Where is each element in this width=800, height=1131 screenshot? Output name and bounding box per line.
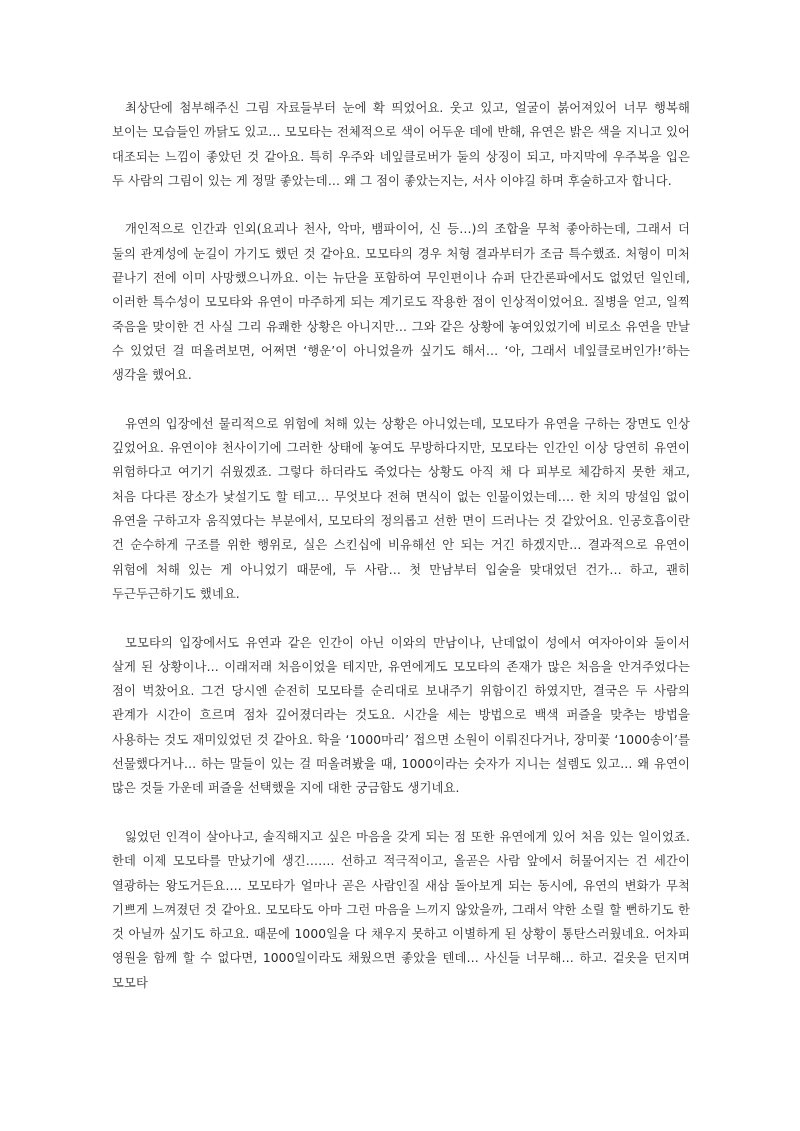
paragraph: 유연의 입장에선 물리적으로 위험에 처해 있는 상황은 아니었는데, 모모타가 유연을 구하는 장면도 인상 깊었어요. 유연이야 천사이기에 그러한 상태에 놓여도 무방하다지만, 모모타는 인간인 이상 당연히 유연이 위험하다고 여기기 쉬웠겠죠. 그렇다 하더라도 죽었다는 상황도 아직 채 다 피부로 체감하지 못한 채고, 처음 다다른 장소가 낯설기도 할 테고… 무엇보다 전혀 면식이 없는 인물이었는데…. 한 치의 망설임 없이 유연을 구하고자 움직였다는 부분에서, 모모타의 정의롭고 선한 면이 드러나는 것 같았어요. 인공호흡이란 건 순수하게 구조를 위한 행위로, 실은 스킨십에 비유해선 안 되는 거긴 하겠지만… 결과적으로 유연이 위험에 처해 있는 게 아니었기 때문에, 두 사람… 첫 만남부터 입술을 맞대었던 건가… 하고, 괜히 두근두근하기도 했네요. xyxy=(112,416,690,601)
document-page xyxy=(112,96,690,1019)
paragraph: 개인적으로 인간과 인외(요괴나 천사, 악마, 뱀파이어, 신 등…)의 조합을 무척 좋아하는데, 그래서 더 둘의 관계성에 눈길이 가기도 했던 것 같아요. 모모타의 경우 처형 결과부터가 조금 특수했죠. 처형이 미처 끝나기 전에 이미 사망했으니까요. 이는 뉴단을 포함하여 무인편이나 슈퍼 단간론파에서도 없었던 일인데, 이러한 특수성이 모모타와 유연이 마주하게 되는 계기로도 작용한 점이 인상적이었어요. 질병을 얻고, 일찍 죽음을 맞이한 건 사실 그리 유쾌한 상황은 아니지만… 그와 같은 상황에 놓여있었기에 비로소 유연을 만날 수 있었던 걸 떠올려보면, 어쩌면 ‘행운’이 아니었을까 싶기도 해서… ‘아, 그래서 네잎클로버인가!’하는 생각을 했어요. xyxy=(112,222,690,383)
paragraph: 모모타의 입장에서도 유연과 같은 인간이 아닌 이와의 만남이나, 난데없이 성에서 여자아이와 둘이서 살게 된 상황이나… 이래저래 처음이었을 테지만, 유연에게도 모모타의 존재가 많은 처음을 안겨주었다는 점이 벅찼어요. 그건 당시엔 순전히 모모타를 순리대로 보내주기 위함이긴 하였지만, 결국은 두 사람의 관계가 시간이 흐르며 점차 깊어졌더라는 것도요. 시간을 세는 방법으로 백색 퍼즐을 맞추는 방법을 사용하는 것도 재미있었던 것 같아요. 학을 ‘1000마리’ 접으면 소원이 이뤄진다거나, 장미꽃 ‘1000송이’를 선물했다거나… 하는 말들이 있는 걸 떠올려봤을 때, 1000이라는 숫자가 지니는 설렘도 있고… 왜 유연이 많은 것들 가운데 퍼즐을 선택했을 지에 대한 궁금함도 생기네요. xyxy=(112,635,690,796)
paragraph: 잃었던 인격이 살아나고, 솔직해지고 싶은 마음을 갖게 되는 점 또한 유연에게 있어 처음 있는 일이었죠. 한데 이제 모모타를 만났기에 생긴……. 선하고 적극적이고, 올곧은 사람 앞에서 허물어지는 건 세간이 열광하는 왕도거든요…. 모모타가 얼마나 곧은 사람인질 새삼 돌아보게 되는 동시에, 유연의 변화가 무척 기쁘게 느껴졌던 것 같아요. 모모타도 아마 그런 마음을 느끼지 않았을까, 그래서 약한 소릴 할 뻔하기도 한 것 아닐까 싶기도 하고요. 때문에 1000일을 다 채우지 못하고 이별하게 된 상황이 통탄스러웠네요. 어차피 영원을 함께 할 수 없다면, 1000일이라도 채웠으면 좋았을 텐데… 사신들 너무해… 하고. 겉옷을 던지며 모모타 xyxy=(112,829,690,990)
paragraph: 최상단에 첨부해주신 그림 자료들부터 눈에 확 띄었어요. 웃고 있고, 얼굴이 붉어져있어 너무 행복해 보이는 모습들인 까닭도 있고… 모모타는 전체적으로 색이 어두운 데에 반해, 유연은 밝은 색을 지니고 있어 대조되는 느낌이 좋았던 것 같아요. 특히 우주와 네잎클로버가 둘의 상징이 되고, 마지막에 우주복을 입은 두 사람의 그림이 있는 게 정말 좋았는데… 왜 그 점이 좋았는지는, 서사 이야길 하며 후술하고자 합니다. xyxy=(112,101,690,188)
